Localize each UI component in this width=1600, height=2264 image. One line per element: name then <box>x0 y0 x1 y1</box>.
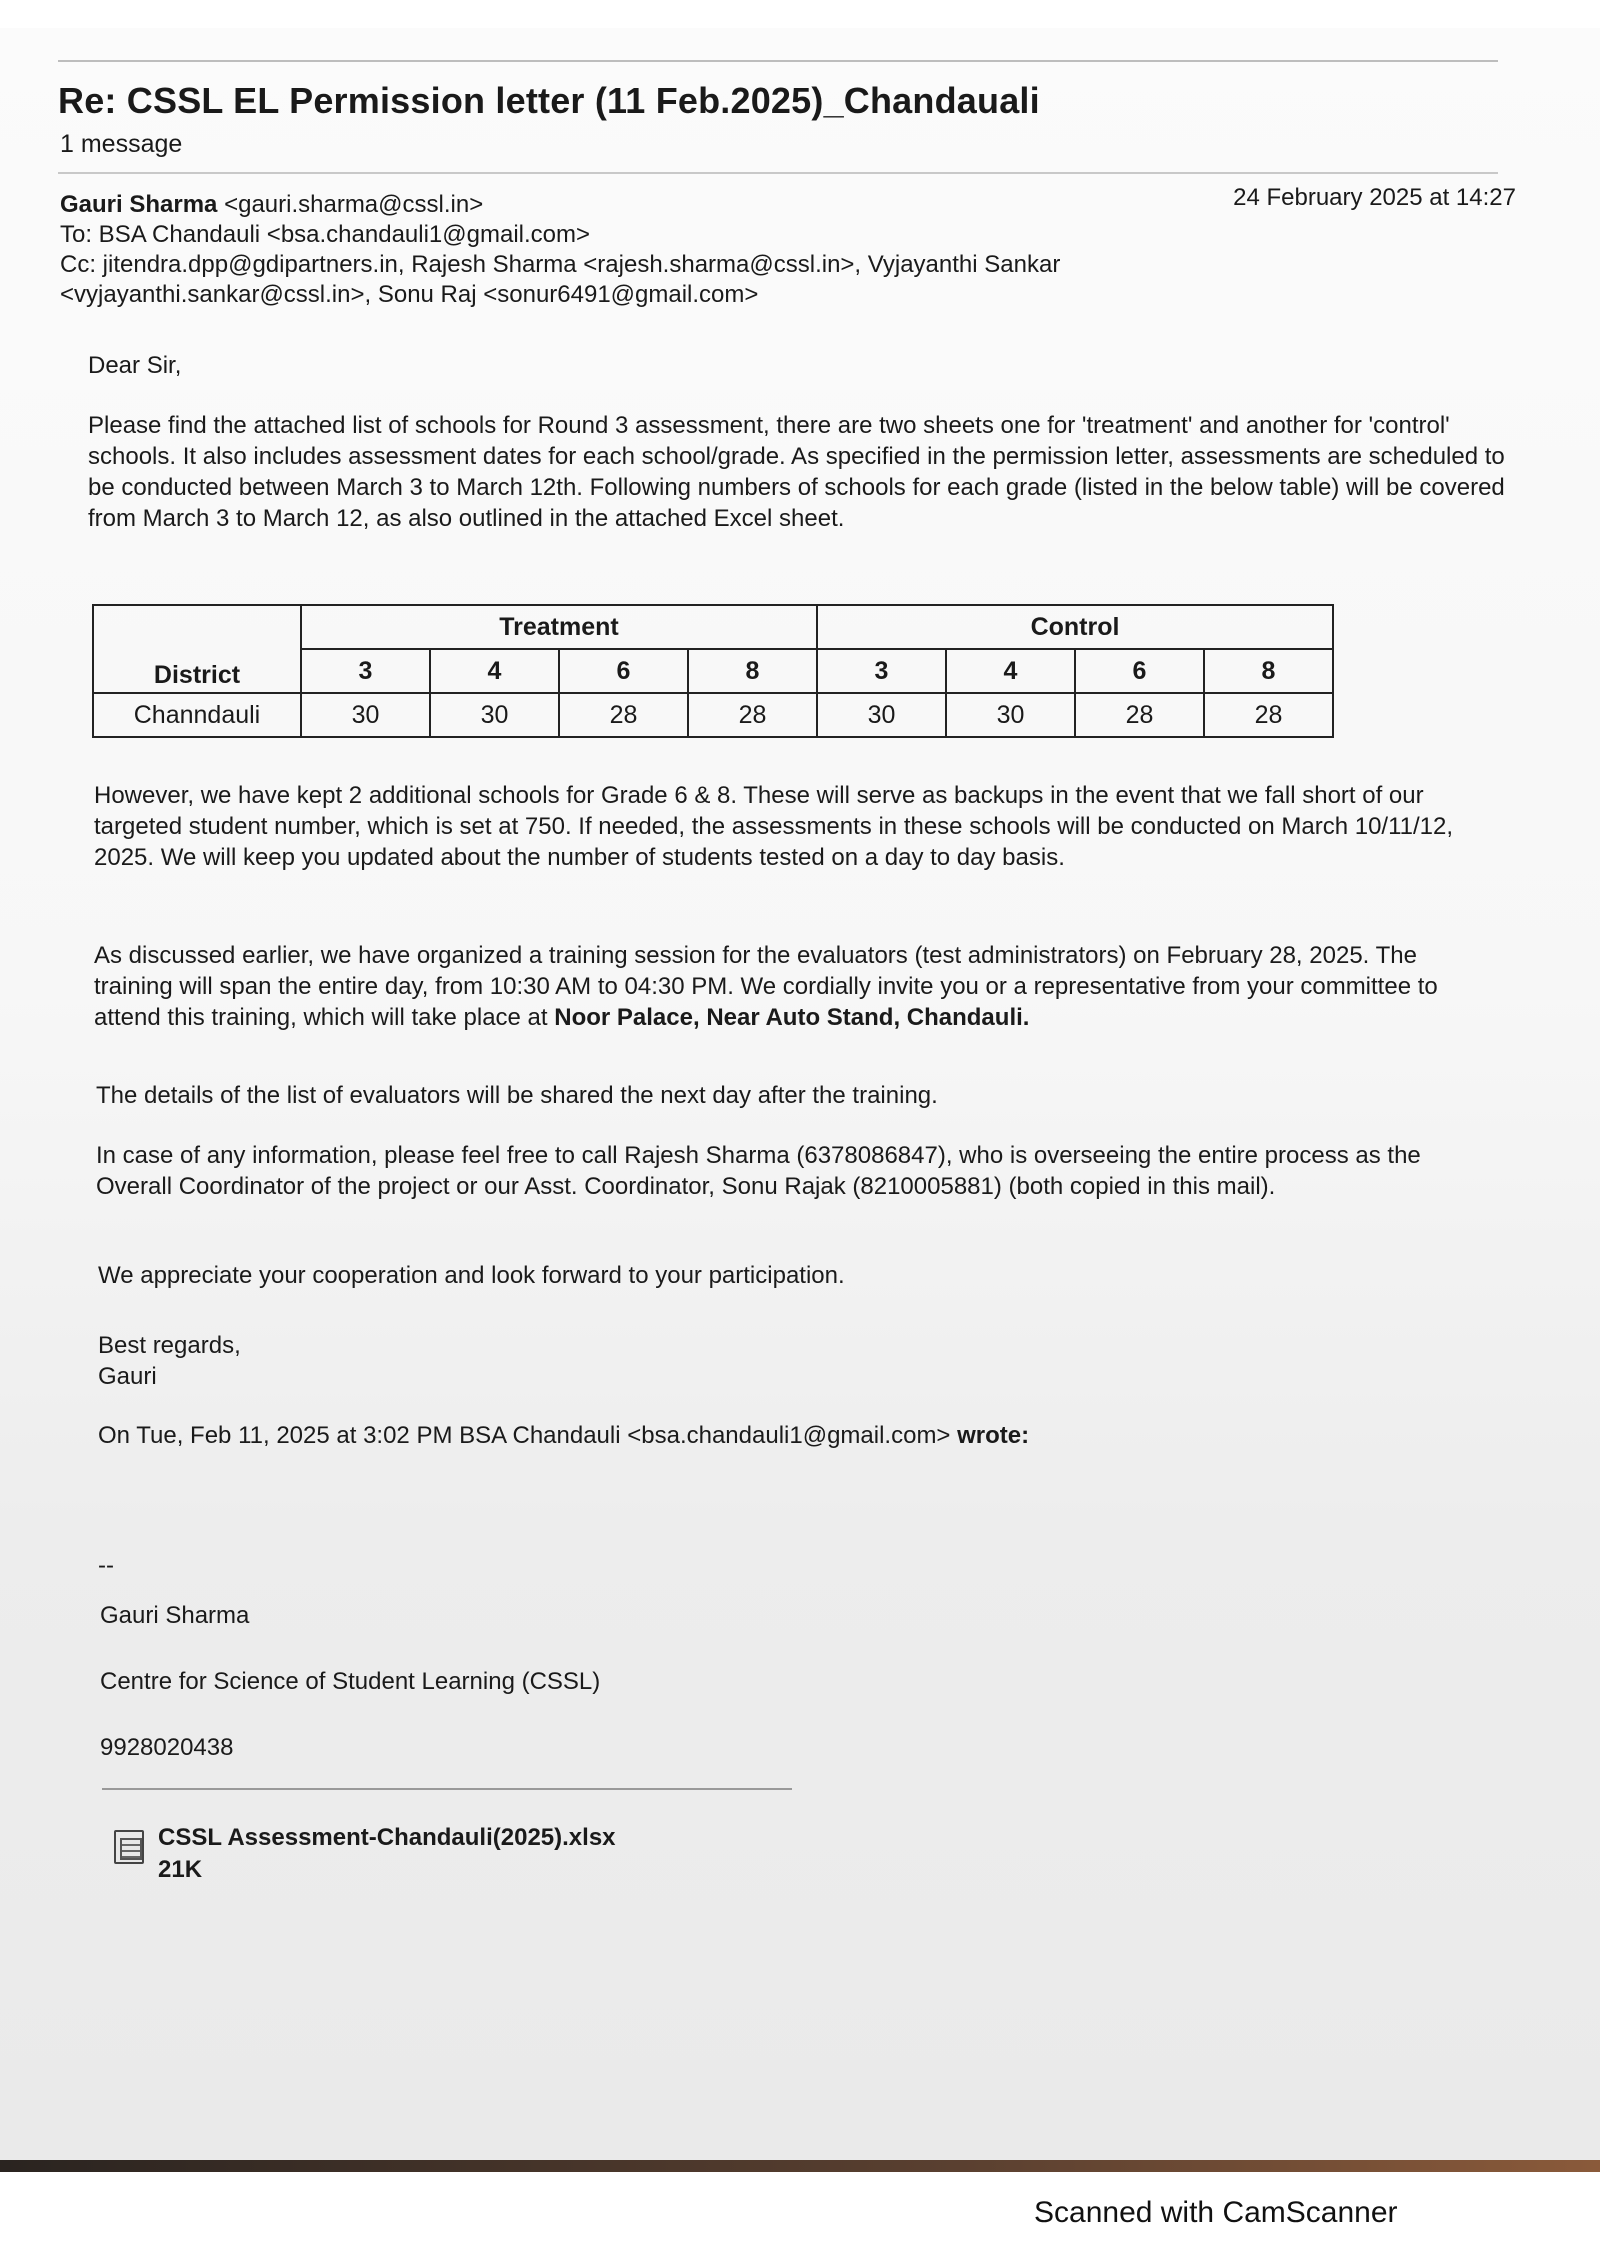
paragraph-3 <box>94 940 1494 1033</box>
value-cell: 28 <box>688 693 817 737</box>
grade-header: 3 <box>301 649 430 693</box>
grade-header: 6 <box>1075 649 1204 693</box>
to-line: To: BSA Chandauli <bsa.chandauli1@gmail.com> <box>60 221 591 248</box>
quoted-header <box>98 1420 1498 1451</box>
paragraph-2: However, we have kept 2 additional schools for Grade 6 & 8. These will serve as backups in the event that we fall short of our targeted student number, which is set at 750. If needed, the assessments in these schools will be conducted on March 10/11/12, 2025. We will keep you updated about the number of students tested on a day to day basis. <box>94 782 1454 871</box>
table-header-row-1 <box>93 605 1333 649</box>
control-header: Control <box>817 605 1333 649</box>
sender-email: <gauri.sharma@cssl.in> <box>224 191 484 218</box>
table-row <box>93 693 1333 737</box>
grade-header: 4 <box>430 649 559 693</box>
district-header: District <box>93 605 301 693</box>
value-cell: 28 <box>1204 693 1333 737</box>
closing-name: Gauri <box>98 1363 157 1390</box>
signature-phone: 9928020438 <box>100 1734 234 1761</box>
value-cell: 28 <box>559 693 688 737</box>
value-cell: 30 <box>430 693 559 737</box>
grade-header: 6 <box>559 649 688 693</box>
quoted-wrote: wrote: <box>957 1422 1030 1449</box>
value-cell: 28 <box>1075 693 1204 737</box>
venue-text: Noor Palace, Near Auto Stand, Chandauli. <box>554 1004 1030 1031</box>
value-cell: 30 <box>817 693 946 737</box>
message-count: 1 message <box>60 130 183 158</box>
signature-name: Gauri Sharma <box>100 1602 250 1629</box>
schools-table <box>92 604 1334 738</box>
attachment-size: 21K <box>158 1856 203 1883</box>
paragraph-3-text: As discussed earlier, we have organized a training session for the evaluators (test administrators) on February 28, 2025. The training will span the entire day, from 10:30 AM to 04:30 PM. We cordially invite you or a representative from your committee to attend this training, which will take place at <box>94 942 1438 1031</box>
closing: Best regards, <box>98 1332 241 1359</box>
attachment-rule <box>102 1788 792 1790</box>
signature-dashes: -- <box>98 1552 114 1579</box>
subject-rule <box>58 172 1498 174</box>
quoted-header-text: On Tue, Feb 11, 2025 at 3:02 PM BSA Chandauli <bsa.chandauli1@gmail.com> <box>98 1422 958 1449</box>
grade-header: 4 <box>946 649 1075 693</box>
paragraph-5: In case of any information, please feel free to call Rajesh Sharma (6378086847), who is overseeing the entire process as the Overall Coordinator of the project or our Asst. Coordinator, Sonu Rajak (8210005881) (both copied in this mail). <box>96 1142 1421 1200</box>
camscanner-watermark: Scanned with CamScanner <box>1034 2196 1398 2229</box>
excel-file-icon[interactable] <box>114 1830 144 1864</box>
from-line <box>60 190 483 220</box>
district-cell: Channdauli <box>93 693 301 737</box>
greeting: Dear Sir, <box>88 352 182 379</box>
grade-header: 8 <box>1204 649 1333 693</box>
attachment-filename[interactable]: CSSL Assessment-Chandauli(2025).xlsx <box>158 1824 616 1851</box>
cc-line-1: Cc: jitendra.dpp@gdipartners.in, Rajesh Sharma <rajesh.sharma@cssl.in>, Vyjayanthi Sankar <box>60 251 1061 278</box>
email-date: 24 February 2025 at 14:27 <box>1233 184 1516 211</box>
sender-name: Gauri Sharma <box>60 191 218 218</box>
value-cell: 30 <box>946 693 1075 737</box>
grade-header: 8 <box>688 649 817 693</box>
paragraph-4: The details of the list of evaluators will be shared the next day after the training. <box>96 1082 938 1109</box>
header-rule <box>58 60 1498 62</box>
signature-org: Centre for Science of Student Learning (CSSL) <box>100 1668 601 1695</box>
paragraph-6: We appreciate your cooperation and look forward to your participation. <box>98 1262 845 1289</box>
email-subject: Re: CSSL EL Permission letter (11 Feb.2025)_Chandauali <box>58 80 1040 121</box>
page-edge-shadow <box>0 2160 1600 2172</box>
treatment-header: Treatment <box>301 605 817 649</box>
value-cell: 30 <box>301 693 430 737</box>
paragraph-1: Please find the attached list of schools for Round 3 assessment, there are two sheets one for 'treatment' and another for 'control' schools. It also includes assessment dates for each school/grade. As specified in the permission letter, assessments are scheduled to be conducted between March 3 to March 12th. Following numbers of schools for each grade (listed in the below table) will be covered from March 3 to March 12, as also outlined in the attached Excel sheet. <box>88 412 1505 532</box>
grade-header: 3 <box>817 649 946 693</box>
cc-line-2: <vyjayanthi.sankar@cssl.in>, Sonu Raj <sonur6491@gmail.com> <box>60 281 759 308</box>
